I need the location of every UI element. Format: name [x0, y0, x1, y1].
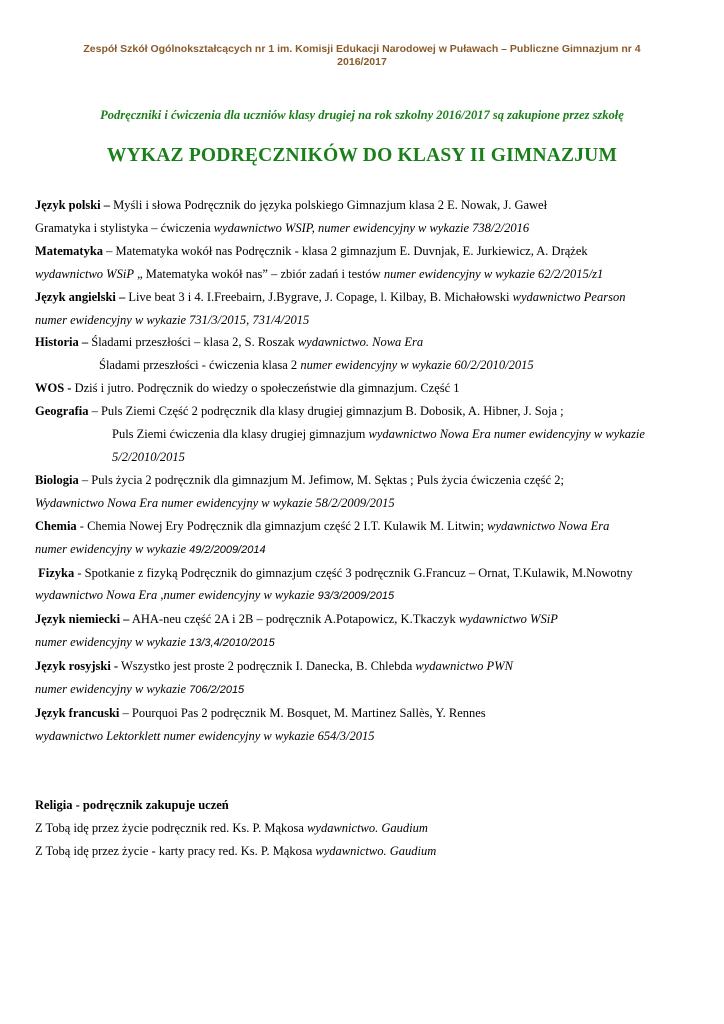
entry-geografia [35, 400, 695, 423]
publisher-text: wydawnictwo WSIP, numer ewidencyjny w wykazie 738/2/2016 [213, 220, 530, 235]
religia-section [35, 794, 695, 863]
entry-text: Puls Ziemi ćwiczenia dla klasy drugiej gimnazjum [112, 427, 369, 442]
registry-number: 706/2/2015 [189, 684, 245, 697]
school-header-line1: Zespół Szkół Ogólnokształcących nr 1 im. Komisji Edukacji Narodowej w Puławach – Publiczne Gimnazjum nr 4 [83, 43, 641, 55]
entry-text: „ Matematyka wokół nas” – zbiór zadań i testów [133, 266, 384, 281]
entry-text: Z Tobą idę przez życie podręcznik red. Ks. P. Mąkosa [35, 820, 308, 835]
entry-biologia [35, 469, 695, 492]
publisher-text: wydawnictwo. Gaudium [307, 820, 428, 835]
registry-number: 5/2/2010/2015 [112, 449, 185, 464]
entry-wos [35, 377, 695, 400]
registry-label: numer ewidencyjny w wykazie [35, 635, 190, 650]
subject-label: WOS - [35, 381, 72, 396]
entry-rosyjski-line2 [35, 678, 695, 702]
subject-label: Historia – [35, 335, 89, 350]
entry-fizyka-line2 [35, 584, 695, 608]
subject-label: Język polski – [35, 198, 111, 212]
entry-text: Gramatyka i stylistyka – ćwiczenia [35, 220, 214, 235]
textbook-list [35, 194, 695, 748]
entry-text: – Puls życia 2 podręcznik dla gimnazjum M. Jefimow, M. Sęktas ; Puls życia ćwiczenia część 2; [78, 472, 564, 487]
entry-francuski [35, 702, 695, 725]
publisher-text: wydawnictwo Nowa Era ,numer ewidencyjny w wykazie [35, 588, 318, 603]
religia-line1 [35, 817, 695, 840]
entry-text: Śladami przeszłości – klasa 2, S. Roszak [88, 335, 298, 350]
registry-label: numer ewidencyjny w wykazie [35, 682, 190, 697]
entry-historia [35, 331, 695, 354]
subject-label: Matematyka [35, 243, 104, 258]
subject-label: Chemia [35, 518, 77, 533]
publisher-text: Wydawnictwo Nowa Era numer ewidencyjny w wykazie 58/2/2009/2015 [35, 495, 395, 510]
entry-text: AHA-neu część 2A i 2B – podręcznik A.Potapowicz, K.Tkaczyk [129, 612, 459, 627]
entry-text: Śladami przeszłości - ćwiczenia klasa 2 [99, 358, 301, 373]
subject-label: Fizyka [38, 565, 75, 580]
entry-niemiecki [35, 608, 695, 631]
publisher-text: wydawnictwo WSiP [458, 612, 558, 627]
entry-angielski [35, 286, 695, 309]
registry-number: 49/2/2009/2014 [189, 543, 266, 556]
entry-text: Wszystko jest proste 2 podręcznik I. Danecka, B. Chlebda [118, 659, 416, 674]
school-header [40, 43, 684, 69]
publisher-text: wydawnictwo Nowa Era numer ewidencyjny w wykazie [368, 427, 645, 442]
publisher-text: wydawnictwo WSiP [35, 266, 134, 281]
registry-number: numer ewidencyjny w wykazie 62/2/2015/z1 [383, 266, 604, 281]
registry-number: 93/3/2009/2015 [317, 590, 395, 603]
publisher-text: wydawnictwo PWN [415, 659, 513, 674]
entry-matematyka-line2 [35, 263, 695, 286]
entry-text: Dziś i jutro. Podręcznik do wiedzy o społeczeństwie dla gimnazjum. Część 1 [71, 381, 460, 396]
entry-text: Z Tobą idę przez życie - karty pracy red. Ks. P. Mąkosa [35, 843, 316, 858]
entry-geografia-line2 [35, 423, 695, 446]
entry-text: Live beat 3 i 4. I.Freebairn, J.Bygrave, J. Copage, l. Kilbay, B. Michałowski [125, 289, 513, 304]
entry-chemia-line2 [35, 538, 695, 562]
subject-label: Geografia [35, 404, 89, 419]
entry-polski [35, 194, 695, 217]
registry-number: numer ewidencyjny w wykazie 731/3/2015, 731/4/2015 [35, 312, 310, 327]
publisher-text: wydawnictwo Nowa Era [487, 518, 610, 533]
entry-historia-line2 [35, 354, 695, 377]
entry-text: - Spotkanie z fizyką Podręcznik do gimnazjum część 3 podręcznik G.Francuz – Ornat, T.Kulawik, M.Nowotny [74, 565, 633, 580]
religia-line2 [35, 840, 695, 863]
entry-polski-line2 [35, 217, 695, 240]
registry-label: numer ewidencyjny w wykazie [35, 541, 190, 556]
entry-rosyjski [35, 655, 695, 678]
school-year: 2016/2017 [337, 56, 387, 68]
entry-text: Myśli i słowa Podręcznik do języka polskiego Gimnazjum klasa 2 E. Nowak, J. Gaweł [110, 198, 548, 212]
entry-fizyka [35, 562, 695, 585]
registry-number: numer ewidencyjny w wykazie 60/2/2010/2015 [300, 358, 534, 373]
subject-label: Język angielski – [35, 289, 126, 304]
entry-text: – Pourquoi Pas 2 podręcznik M. Bosquet, M. Martinez Sallès, Y. Rennes [119, 705, 486, 720]
subject-label: Język rosyjski - [35, 659, 119, 674]
entry-chemia [35, 515, 695, 538]
publisher-text: wydawnictwo Pearson [512, 289, 626, 304]
entry-niemiecki-line2 [35, 631, 695, 655]
subject-label: Biologia [35, 472, 79, 487]
entry-text: – Matematyka wokół nas Podręcznik - klasa 2 gimnazjum E. Duvnjak, E. Jurkiewicz, A. Drążek [103, 243, 588, 258]
entry-text: – Puls Ziemi Część 2 podręcznik dla klasy drugiej gimnazjum B. Dobosik, A. Hibner, J. Soja ; [88, 404, 564, 419]
publisher-text: wydawnictwo. Nowa Era [297, 335, 424, 350]
entry-text: - Chemia Nowej Ery Podręcznik dla gimnazjum część 2 I.T. Kulawik M. Litwin; [76, 518, 488, 533]
publisher-text: wydawnictwo. Gaudium [315, 843, 437, 858]
subject-label: Język niemiecki – [35, 612, 130, 627]
religia-heading: Religia - podręcznik zakupuje uczeń [35, 798, 229, 812]
registry-number: 13/3,4/2010/2015 [189, 637, 275, 650]
intro-text: Podręczniki i ćwiczenia dla uczniów klasy drugiej na rok szkolny 2016/2017 są zakupione przez szkołę [100, 108, 624, 122]
publisher-text: wydawnictwo Lektorklett numer ewidencyjny w wykazie 654/3/2015 [35, 728, 375, 743]
subject-label: Język francuski [35, 705, 120, 720]
entry-matematyka [35, 240, 695, 263]
page-title: WYKAZ PODRĘCZNIKÓW DO KLASY II GIMNAZJUM [106, 145, 618, 166]
